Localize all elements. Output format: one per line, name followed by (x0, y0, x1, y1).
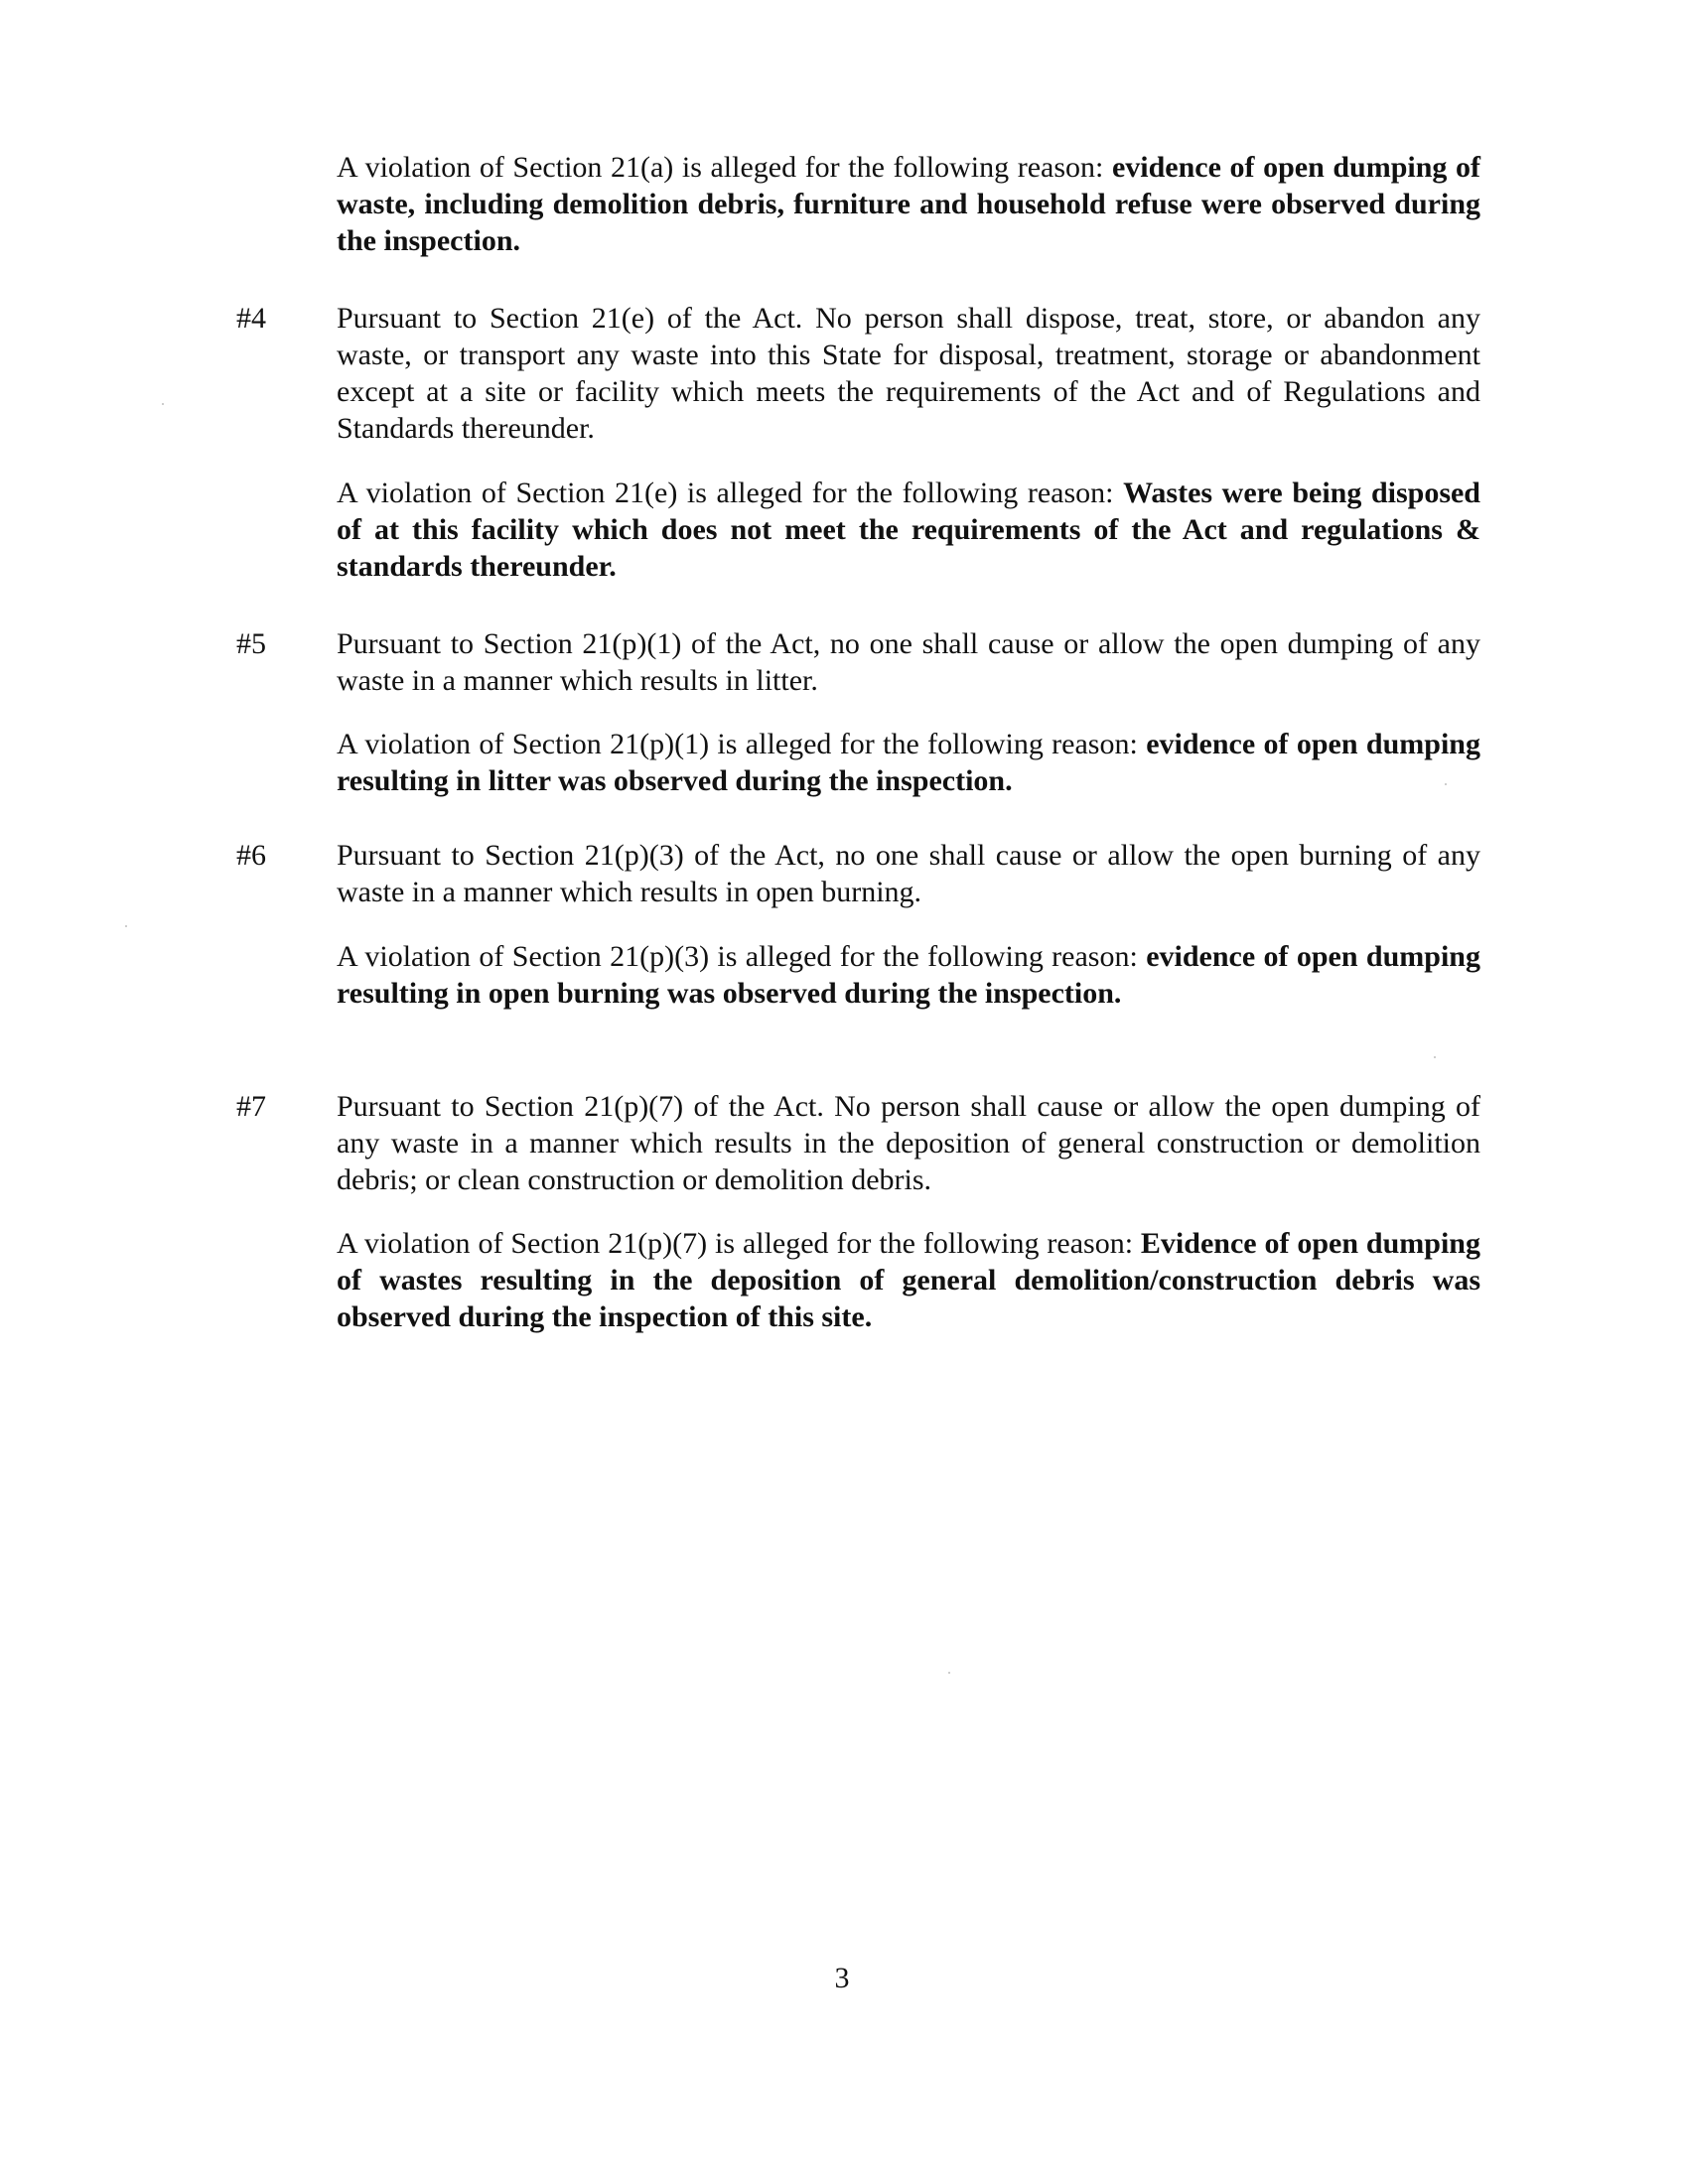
violation-lead-text: A violation of Section 21(p)(3) is alleged for the following reason: (337, 940, 1147, 973)
statute-paragraph (337, 625, 1480, 699)
scan-speck (162, 403, 164, 405)
statute-text: Pursuant to Section 21(p)(1) of the Act, no one shall cause or allow the open dumping of any waste in a manner which results in litter. (337, 627, 1480, 697)
violation-lead-text: A violation of Section 21(p)(7) is alleged for the following reason: (337, 1227, 1141, 1260)
violation-reason-text: Evidence of open dumping of wastes resulting in the deposition of general demolition/construction debris was observed during the inspection of this site. (337, 1227, 1480, 1333)
statute-paragraph (337, 300, 1480, 447)
violation-reason-text: evidence of open dumping of waste, including demolition debris, furniture and household refuse were observed during the inspection. (337, 151, 1480, 257)
statute-paragraph (337, 1088, 1480, 1198)
statute-paragraph (337, 837, 1480, 910)
item-number: #5 (236, 627, 266, 660)
violation-reason-text: evidence of open dumping resulting in litter was observed during the inspection. (337, 728, 1480, 797)
page-number: 3 (834, 1962, 850, 1994)
scan-speck (125, 925, 127, 927)
item-number: #6 (236, 839, 266, 872)
statute-text: Pursuant to Section 21(p)(7) of the Act. No person shall cause or allow the open dumping of any waste in a manner which results in the deposition of general construction or demolition debris; or clean construction or demolition debris. (337, 1090, 1480, 1196)
scan-speck (1434, 1056, 1436, 1058)
violation-paragraph (337, 1225, 1480, 1335)
violation-reason-text: evidence of open dumping resulting in open burning was observed during the inspection. (337, 940, 1480, 1010)
violation-paragraph (337, 726, 1480, 799)
violation-lead-text: A violation of Section 21(e) is alleged for the following reason: (337, 477, 1124, 509)
violation-paragraph (337, 475, 1480, 585)
violation-paragraph (337, 149, 1480, 259)
violation-reason-text: Wastes were being disposed of at this facility which does not meet the requirements of the Act and regulations & standards thereunder. (337, 477, 1480, 583)
scan-speck (948, 1672, 950, 1674)
statute-text: Pursuant to Section 21(p)(3) of the Act, no one shall cause or allow the open burning of any waste in a manner which results in open burning. (337, 839, 1480, 908)
item-number: #4 (236, 302, 266, 335)
item-number: #7 (236, 1090, 266, 1123)
scan-speck (1445, 783, 1447, 785)
violation-paragraph (337, 938, 1480, 1012)
violation-lead-text: A violation of Section 21(p)(1) is alleged for the following reason: (337, 728, 1147, 760)
violation-lead-text: A violation of Section 21(a) is alleged for the following reason: (337, 151, 1112, 184)
statute-text: Pursuant to Section 21(e) of the Act. No person shall dispose, treat, store, or abandon any waste, or transport any waste into this State for disposal, treatment, storage or abandonment except at a site or facility which meets the requirements of the Act and of Regulations and Standards thereunder. (337, 302, 1480, 445)
